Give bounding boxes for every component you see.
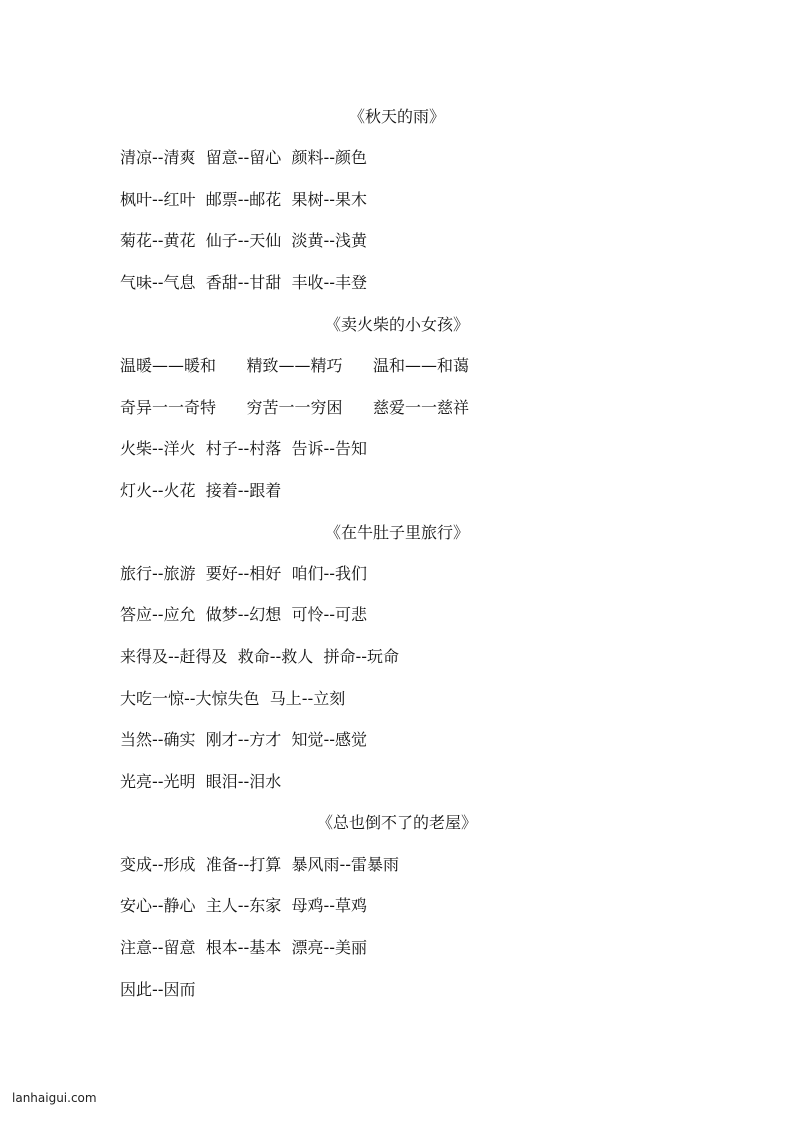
word-pair-line: 菊花--黄花 仙子--天仙 淡黄--浅黄 <box>120 231 367 250</box>
word-pair-line: 清凉--清爽 留意--留心 颜料--颜色 <box>120 148 367 167</box>
section-title-match-girl: 《卖火柴的小女孩》 <box>324 315 469 334</box>
word-pair-line: 答应--应允 做梦--幻想 可怜--可悲 <box>120 605 367 624</box>
word-pair-line: 温暖——暖和 精致——精巧 温和——和蔼 <box>120 356 470 375</box>
word-pair-line: 因此--因而 <box>120 980 196 999</box>
word-pair-line: 变成--形成 准备--打算 暴风雨--雷暴雨 <box>120 855 399 874</box>
word-pair-line: 枫叶--红叶 邮票--邮花 果树--果木 <box>120 190 367 209</box>
word-pair-line: 火柴--洋火 村子--村落 告诉--告知 <box>120 439 367 458</box>
footer-site-label: lanhaigui.com <box>12 1091 97 1105</box>
word-pair-line: 光亮--光明 眼泪--泪水 <box>120 772 282 791</box>
word-pair-line: 旅行--旅游 要好--相好 咱们--我们 <box>120 564 367 583</box>
section-title-cow-stomach-travel: 《在牛肚子里旅行》 <box>324 523 469 542</box>
word-pair-line: 大吃一惊--大惊失色 马上--立刻 <box>120 689 346 708</box>
word-pair-line: 气味--气息 香甜--甘甜 丰收--丰登 <box>120 273 367 292</box>
section-title-old-house: 《总也倒不了的老屋》 <box>316 813 477 832</box>
section-title-autumn-rain: 《秋天的雨》 <box>348 107 445 126</box>
word-pair-line: 灯火--火花 接着--跟着 <box>120 481 282 500</box>
word-pair-line: 安心--静心 主人--东家 母鸡--草鸡 <box>120 896 367 915</box>
word-pair-line: 注意--留意 根本--基本 漂亮--美丽 <box>120 938 367 957</box>
word-pair-line: 来得及--赶得及 救命--救人 拼命--玩命 <box>120 647 399 666</box>
word-pair-line: 奇异一一奇特 穷苦一一穷困 慈爱一一慈祥 <box>120 398 470 417</box>
word-pair-line: 当然--确实 刚才--方才 知觉--感觉 <box>120 730 367 749</box>
